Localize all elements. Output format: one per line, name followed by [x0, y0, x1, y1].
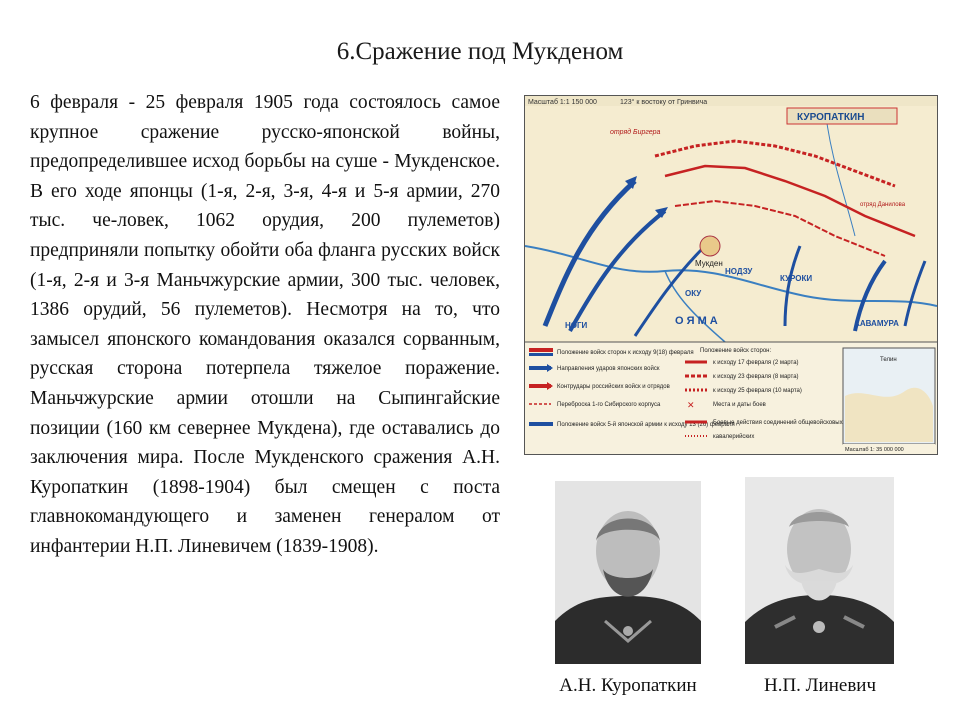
oku-label: ОКУ: [685, 289, 702, 298]
inset-label: Телин: [880, 357, 897, 363]
legend-item-1: Положение войск сторон к исходу 9(18) февраля: [557, 350, 694, 356]
kuropatkin-caption: А.Н. Куропаткин: [559, 675, 697, 696]
legend-item-10: Места и даты боев: [713, 402, 766, 408]
legend-item-8: к исходу 23 февраля (8 марта): [713, 374, 799, 380]
battle-map: [524, 95, 938, 455]
legend-item-6: Положение войск сторон:: [700, 348, 772, 354]
body-paragraph: 6 февраля - 25 февраля 1905 года состоялось самое крупное сражение русско-японской войны, предопределившее исход борьбы на суше - Мукденское. В его ходе японцы (1-я, 2-я, 3-я, 4-я и 5-я армии, 270 тыс. че-ловек, 1062 орудия, 200 пулеметов) предприняли попытку обойти оба фланга русских войск (1-я, 2-я и 3-я Маньчжурские армии, 300 тыс. человек, 1386 орудий, 56 пулеметов). Несмотря на то, что замысел японского командования оказался сорванным, русская сторона потерпела тяжелое поражение. Маньчжурские армии отошли на Сыпингайские позиции (160 км севернее Мукдена), где оставались до заключения мира. После Мукденского сражения А.Н. Куропаткин (1898-1904) был смещен с поста главнокомандующего и заменен генералом от инфантерии Н.П. Линевичем (1839-1908).: [30, 92, 500, 557]
linevich-portrait: [745, 477, 894, 664]
legend-item-9: к исходу 25 февраля (10 марта): [713, 388, 802, 394]
legend-item-2: Направления ударов японских войск: [557, 366, 660, 372]
inset-scale-label: Масштаб 1: 35 000 000: [845, 447, 904, 453]
birger-group-label: отряд Биргера: [610, 129, 661, 136]
danilov-group-label: отряд Данилова: [860, 202, 906, 208]
slide-title: 6.Сражение под Мукденом: [336, 38, 624, 65]
map-scale-label: Масштаб 1:1 150 000: [528, 99, 597, 106]
oyama-label: О Я М А: [675, 315, 718, 327]
mukden-label: Мукден: [695, 259, 723, 268]
kuropatkin-map-label: КУРОПАТКИН: [797, 112, 865, 123]
kuropatkin-portrait: [555, 481, 701, 664]
kavamura-label: КАВАМУРА: [855, 319, 899, 328]
legend-item-12: кавалерийских: [713, 434, 755, 440]
linevich-caption: Н.П. Линевич: [763, 675, 877, 696]
kuroki-label: КУРОКИ: [780, 274, 813, 283]
legend-item-7: к исходу 17 февраля (2 марта): [713, 360, 799, 366]
nogi-label: НОГИ: [565, 321, 588, 330]
legend-item-5: Положение войск 5-й японской армии к исходу 13 (26) февраля: [557, 422, 735, 428]
legend-item-3: Контрудары российских войск и отрядов: [557, 384, 670, 390]
nodzu-label: НОДЗУ: [725, 267, 753, 276]
svg-text:✕: ✕: [687, 400, 695, 410]
map-meridian-label: 123° к востоку от Гринвича: [620, 99, 708, 106]
legend-item-4: Переброска 1-го Сибирского корпуса: [557, 402, 661, 408]
legend-item-11: Боевые действия соединений общевойсковых: [713, 420, 843, 426]
